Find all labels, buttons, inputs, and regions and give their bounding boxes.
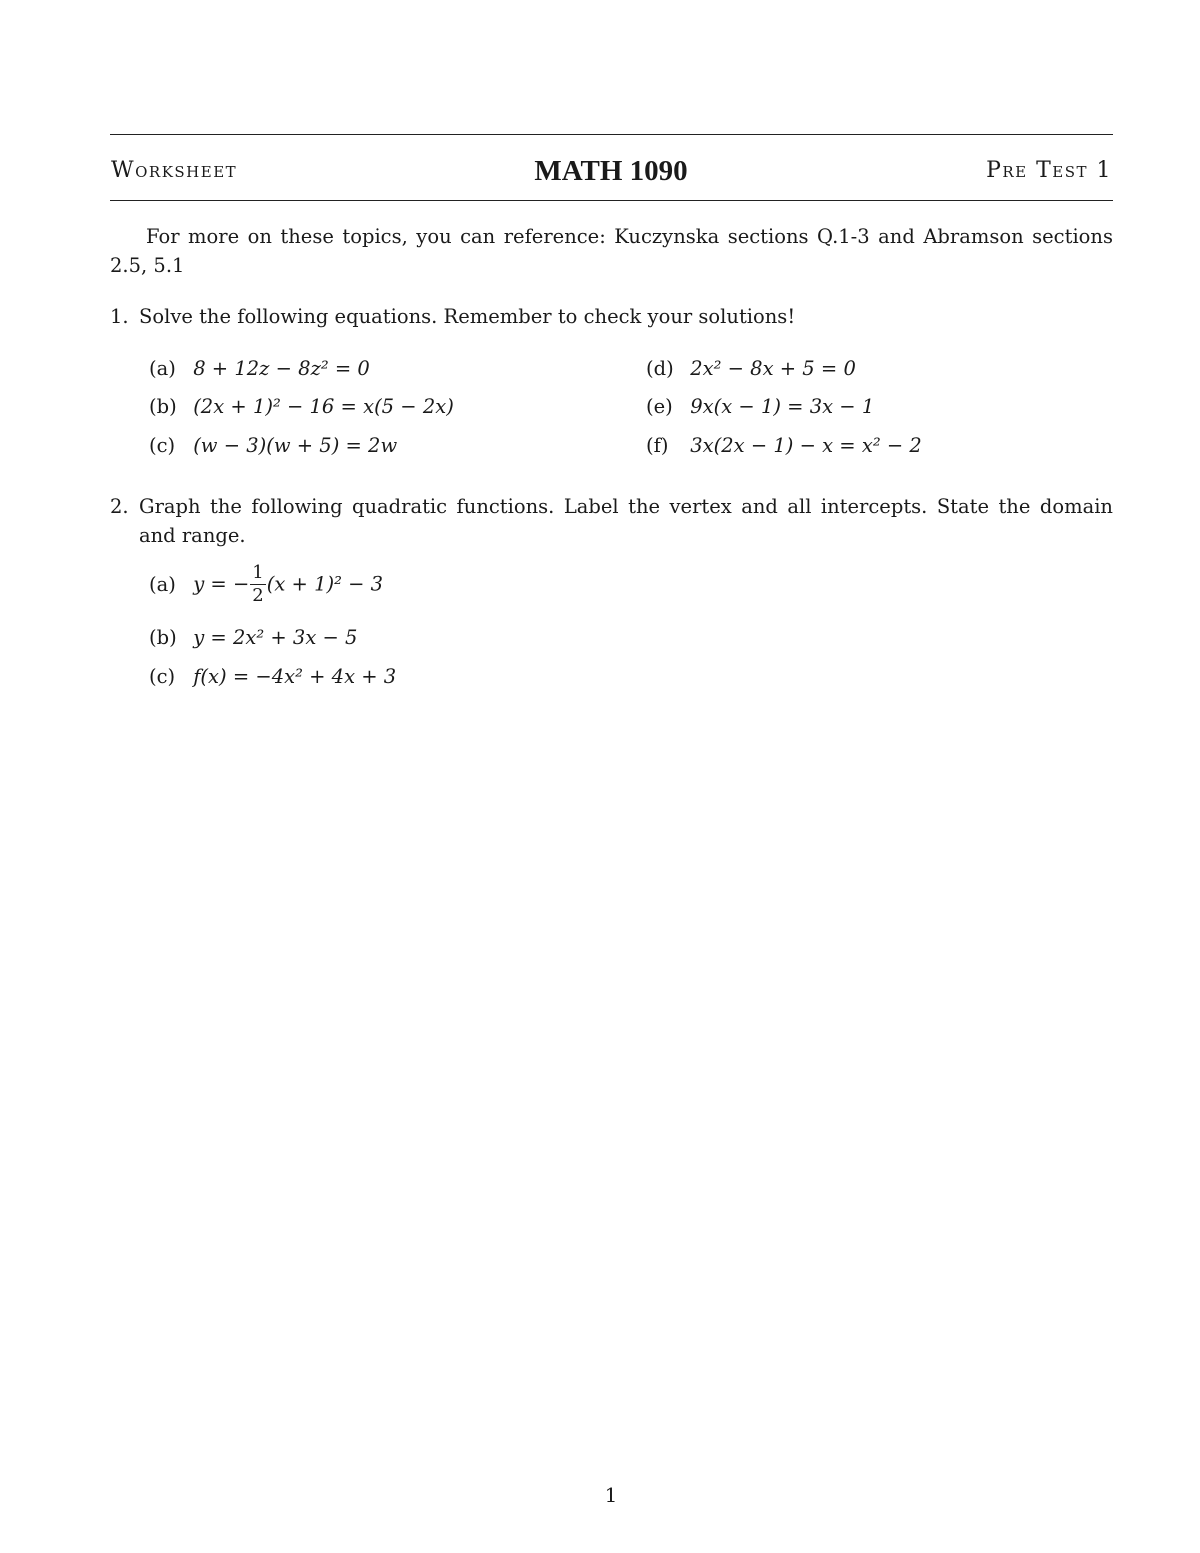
header-left-label: Worksheet [111,158,238,183]
question-1-number: 1. [110,305,129,328]
item-label: (d) [646,357,674,380]
item-label: (b) [149,626,177,649]
item-label: (b) [149,395,177,418]
equation: 2x² − 8x + 5 = 0 [690,357,856,380]
item-label: (c) [149,434,176,457]
question-1-item-a [149,354,370,384]
question-2 [110,492,1113,550]
equation: f(x) = −4x² + 4x + 3 [193,665,397,688]
item-label: (f) [646,434,669,457]
question-2-number: 2. [110,495,129,518]
question-1-item-c [149,431,397,461]
equation: (2x + 1)² − 16 = x(5 − 2x) [193,395,454,418]
equation-prefix: y = − [193,572,250,596]
fraction-denominator: 2 [252,585,264,606]
header-course-title: MATH 1090 [534,155,688,187]
question-1-item-f [646,431,922,461]
equation: 8 + 12z − 8z² = 0 [193,357,370,380]
question-1-item-e [646,392,874,422]
header-bottom-rule [110,200,1113,201]
item-label: (c) [149,665,176,688]
question-2-prompt: Graph the following quadratic functions. Label the vertex and all intercepts. State the domain and range. [139,495,1113,547]
header-top-rule [110,134,1113,135]
equation: 9x(x − 1) = 3x − 1 [690,395,875,418]
fraction [250,562,265,607]
question-1 [110,302,1113,331]
equation: y = 2x² + 3x − 5 [193,626,358,649]
header-right-label: Pre Test 1 [986,158,1112,183]
equation-suffix: (x + 1)² − 3 [266,572,384,596]
item-label: (a) [149,357,176,380]
question-1-prompt: Solve the following equations. Remember to check your solutions! [139,305,796,328]
item-label: (a) [149,572,176,596]
question-2-item-c [149,662,396,692]
question-2-item-b [149,623,357,653]
intro-paragraph: For more on these topics, you can reference: Kuczynska sections Q.1-3 and Abramson sections 2.5, 5.1 [110,225,1113,277]
page-number: 1 [604,1483,618,1507]
equation: (w − 3)(w + 5) = 2w [193,434,398,457]
fraction-numerator: 1 [252,562,264,583]
question-2-item-a [149,562,383,620]
equation: 3x(2x − 1) − x = x² − 2 [690,434,922,457]
question-1-item-b [149,392,454,422]
question-1-item-d [646,354,856,384]
item-label: (e) [646,395,673,418]
